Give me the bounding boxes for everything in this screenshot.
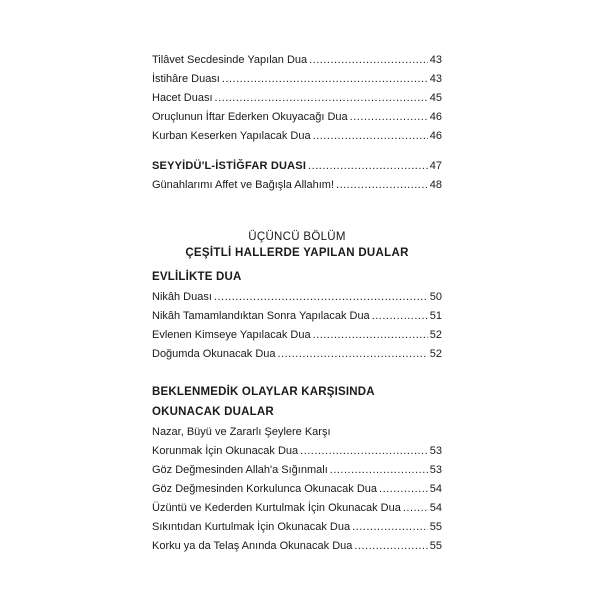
leader-dots — [278, 346, 428, 362]
toc-entry-page: 54 — [429, 502, 442, 514]
leader-dots — [309, 52, 428, 68]
toc-entry-title: Korku ya da Telaş Anında Okunacak Dua — [152, 540, 353, 552]
toc-entry-title: Nikâh Tamamlandıktan Sonra Yapılacak Dua — [152, 310, 370, 322]
toc-entry — [152, 52, 442, 71]
toc-entry-page: 48 — [429, 179, 442, 191]
toc-entry-title: Sıkıntıdan Kurtulmak İçin Okunacak Dua — [152, 521, 351, 533]
toc-entry — [152, 443, 442, 462]
leader-dots — [352, 519, 428, 535]
toc-entry-title: Evlenen Kimseye Yapılacak Dua — [152, 329, 311, 341]
toc-entry-title: Göz Değmesinden Allah'a Sığınmalı — [152, 464, 328, 476]
toc-entry-page: 52 — [429, 329, 442, 341]
toc-entry — [152, 327, 442, 346]
table-of-contents — [152, 52, 442, 557]
toc-entry-page: 45 — [429, 92, 442, 104]
toc-entry-title: Kurban Keserken Yapılacak Dua — [152, 130, 311, 142]
toc-entry — [152, 500, 442, 519]
toc-entry — [152, 346, 442, 365]
toc-entry — [152, 109, 442, 128]
toc-entry-page: 43 — [429, 73, 442, 85]
toc-entry-page: 53 — [429, 464, 442, 476]
toc-entry-title: Günahlarımı Affet ve Bağışla Allahım! — [152, 179, 335, 191]
toc-entry-page: 50 — [429, 291, 442, 303]
section-heading: EVLİLİKTE DUA — [152, 271, 242, 283]
toc-entry — [152, 177, 442, 196]
leader-dots — [403, 500, 428, 516]
toc-entry-page: 51 — [429, 310, 442, 322]
section-heading: OKUNACAK DUALAR — [152, 406, 274, 418]
leader-dots — [330, 462, 428, 478]
toc-entry-page: 46 — [429, 111, 442, 123]
leader-dots — [300, 443, 428, 459]
leader-dots — [372, 308, 428, 324]
toc-entry — [152, 538, 442, 557]
toc-entry-title: Tilâvet Secdesinde Yapılan Dua — [152, 54, 308, 66]
toc-entry — [152, 71, 442, 90]
toc-entry-page: 54 — [429, 483, 442, 495]
toc-entry-page: 43 — [429, 54, 442, 66]
toc-entry — [152, 519, 442, 538]
toc-entry-title: Nikâh Duası — [152, 291, 212, 303]
leader-dots — [308, 158, 428, 174]
toc-entry — [152, 90, 442, 109]
leader-dots — [215, 90, 428, 106]
part-title: ÇEŞİTLİ HALLERDE YAPILAN DUALAR — [185, 247, 409, 259]
leader-dots — [379, 481, 428, 497]
toc-entry-title: İstihâre Duası — [152, 73, 220, 85]
toc-entry-title: Oruçlunun İftar Ederken Okuyacağı Dua — [152, 111, 348, 123]
toc-entry — [152, 289, 442, 308]
toc-entry — [152, 308, 442, 327]
leader-dots — [313, 327, 428, 343]
section-heading: BEKLENMEDİK OLAYLAR KARŞISINDA — [152, 386, 375, 398]
leader-dots — [336, 177, 428, 193]
toc-heading-title: SEYYİDÜ'L-İSTİĞFAR DUASI — [152, 160, 307, 172]
toc-entry — [152, 481, 442, 500]
toc-entry-title-line: Nazar, Büyü ve Zararlı Şeylere Karşı — [152, 426, 331, 438]
toc-entry-title: Üzüntü ve Kederden Kurtulmak İçin Okunacak Dua — [152, 502, 401, 514]
toc-entry-title: Doğumda Okunacak Dua — [152, 348, 276, 360]
part-label: ÜÇÜNCÜ BÖLÜM — [248, 231, 346, 243]
toc-entry — [152, 128, 442, 147]
leader-dots — [313, 128, 428, 144]
toc-entry-page: 55 — [429, 521, 442, 533]
leader-dots — [222, 71, 428, 87]
leader-dots — [354, 538, 427, 554]
toc-entry-page: 53 — [429, 445, 442, 457]
toc-entry-title: Korunmak İçin Okunacak Dua — [152, 445, 299, 457]
toc-entry-title: Hacet Duası — [152, 92, 213, 104]
toc-entry-page: 52 — [429, 348, 442, 360]
toc-entry-page: 47 — [429, 160, 442, 172]
leader-dots — [214, 289, 428, 305]
toc-entry — [152, 462, 442, 481]
toc-entry-page: 46 — [429, 130, 442, 142]
toc-heading-entry — [152, 158, 442, 177]
toc-entry-page: 55 — [429, 540, 442, 552]
leader-dots — [350, 109, 428, 125]
toc-entry-title: Göz Değmesinden Korkulunca Okunacak Dua — [152, 483, 378, 495]
